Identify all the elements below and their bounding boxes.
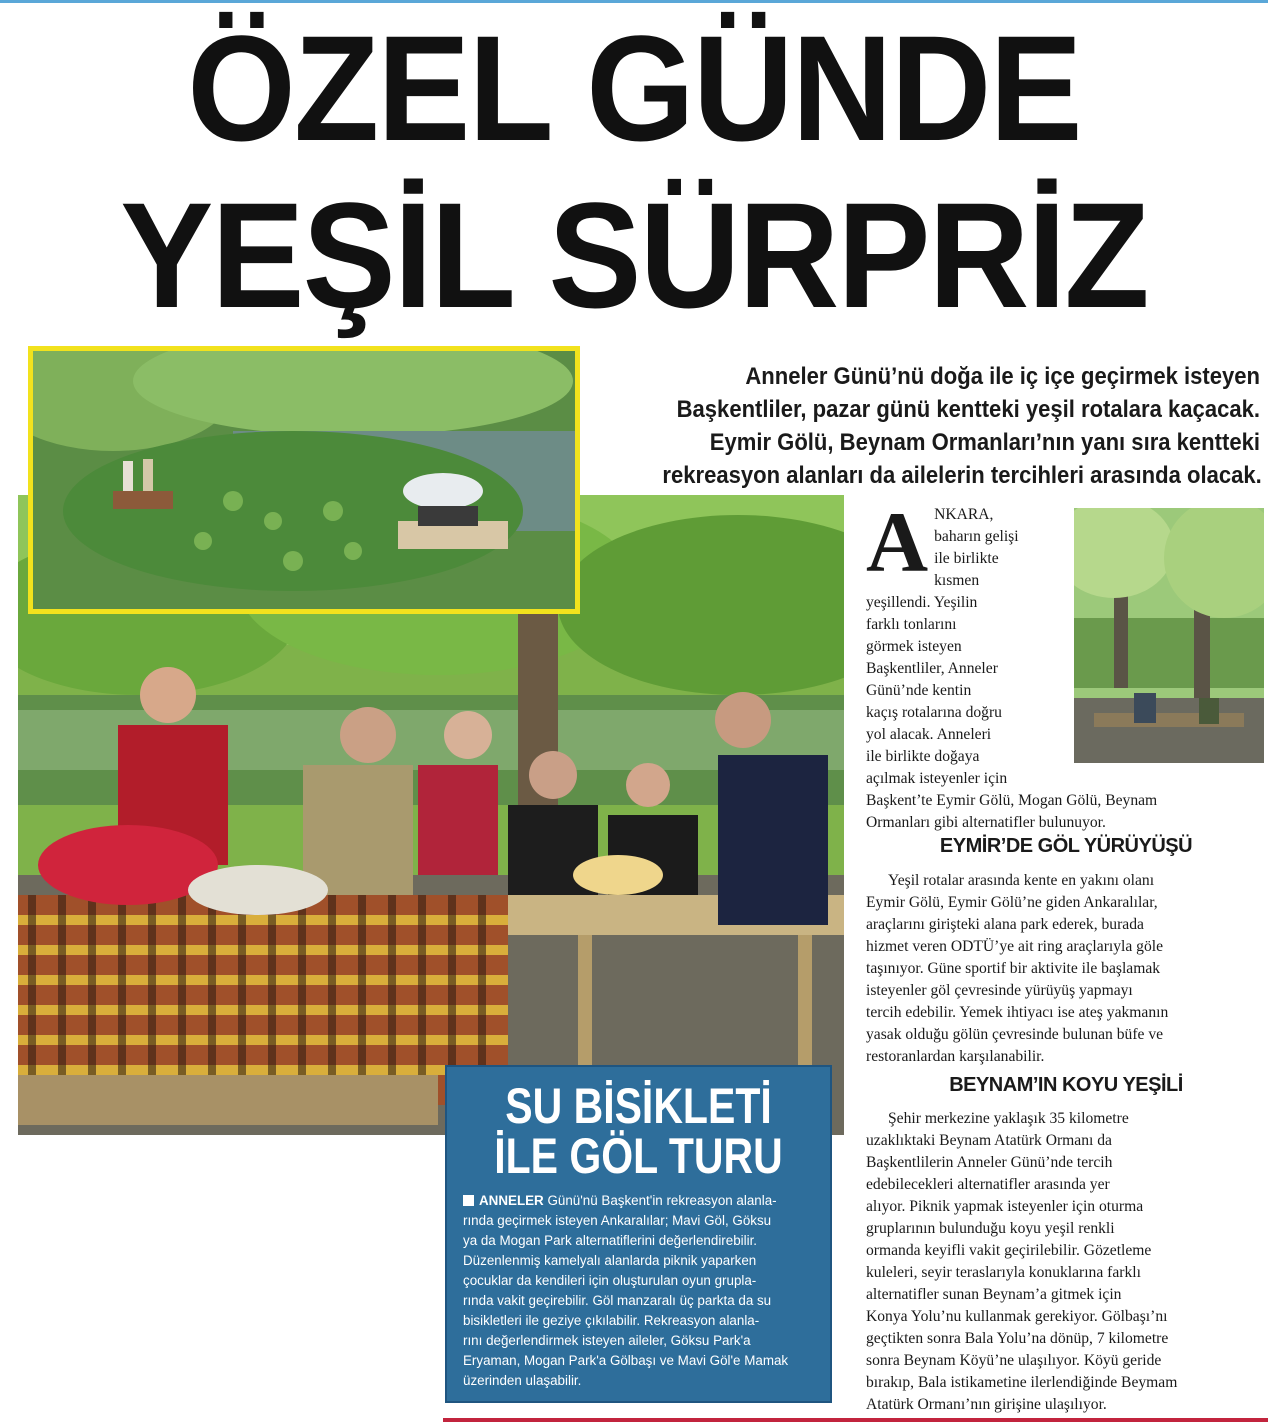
intro-paragraph — [866, 494, 1266, 834]
section-heading-beynam: BEYNAM’IN KOYU YEŞİLİ — [949, 1074, 1183, 1096]
paragraph-line: araçlarını girişteki alana park ederek, burada — [866, 916, 1144, 933]
top-rule — [0, 0, 1268, 3]
sidebar-title-line-2: İLE GÖL TURU — [494, 1128, 783, 1184]
paragraph-line: taşınıyor. Güne sportif bir aktivite ile başlamak — [866, 960, 1161, 977]
intro-line: Başkentliler, Anneler — [866, 660, 998, 677]
paragraph-line: uzaklıktaki Beynam Atatürk Ormanı da — [866, 1132, 1112, 1149]
paragraph-line: bırakıp, Bala istikametine ilerlendiğinde Beymam — [866, 1374, 1178, 1391]
inset-photo-lake-boat — [28, 346, 580, 614]
deck-line: Eymir Gölü, Beynam Ormanları’nın yanı sıra kentteki — [709, 429, 1260, 456]
paragraph-line: Konya Yolu’nu kullanmak gerekiyor. Gölbaşı’nı — [866, 1308, 1168, 1325]
sidebar-title — [481, 1078, 795, 1184]
paragraph-line: edebilecekleri alternatifler arasında yer — [866, 1176, 1110, 1193]
sidebar-lead: ANNELER — [479, 1193, 544, 1208]
deck-line: Başkentliler, pazar günü kentteki yeşil rotalara kaçacak. — [676, 396, 1260, 423]
intro-line: açılmak isteyenler için — [866, 770, 1008, 787]
intro-line: baharın gelişi — [934, 528, 1019, 545]
deck-line: Anneler Günü’nü doğa ile iç içe geçirmek isteyen — [745, 363, 1260, 390]
sidebar-body — [447, 1181, 830, 1391]
paragraph-line: Yeşil rotalar arasında kente en yakını olanı — [888, 872, 1155, 889]
intro-line: NKARA, — [934, 506, 994, 523]
paragraph-line: hizmet veren ODTÜ’ye ait ring araçlarıyla göle — [866, 938, 1164, 955]
intro-line: kısmen — [934, 572, 980, 589]
sidebar-title-line-1: SU BİSİKLETİ — [505, 1078, 772, 1134]
intro-line: Ormanları gibi alternatifler bulunuyor. — [866, 814, 1106, 831]
sidebar-line: rında geçirmek isteyen Ankaralılar; Mavi Göl, Göksu — [463, 1213, 772, 1228]
paragraph-line: sonra Beynam Köyü’ne ulaşılıyor. Köyü geride — [866, 1352, 1162, 1369]
headline-line-1: ÖZEL GÜNDE — [187, 4, 1081, 172]
bottom-rule — [443, 1418, 1268, 1422]
sidebar-line: rını değerlendirmek isteyen aileler, Göksu Park'a — [463, 1333, 751, 1348]
sidebar-line: rında vakit geçirebilir. Göl manzaralı üç parkta da su — [463, 1293, 772, 1308]
paragraph-line: ormanda keyifli vakit geçirilebilir. Gözetleme — [866, 1242, 1152, 1259]
paragraph-line: Atatürk Ormanı’nın girişine ulaşılıyor. — [866, 1396, 1107, 1413]
paragraph-line: alıyor. Piknik yapmak isteyenler için oturma — [866, 1198, 1144, 1215]
section-paragraph-beynam — [866, 1108, 1266, 1416]
sidebar-line: ya da Mogan Park alternatiflerini değerlendirebilir. — [463, 1233, 758, 1248]
bullet-square-icon — [463, 1195, 474, 1206]
paragraph-line: kuleleri, seyir teraslarıyla konuklarına farklı — [866, 1264, 1141, 1281]
paragraph-line: Eymir Gölü, Eymir Gölü’ne giden Ankaralılar, — [866, 894, 1158, 911]
intro-line: Günü’nde kentin — [866, 682, 972, 699]
intro-line: görmek isteyen — [866, 638, 962, 655]
sidebar-line: çocuklar da kendileri için oluşturulan oyun grupla- — [463, 1273, 757, 1288]
paragraph-line: Şehir merkezine yaklaşık 35 kilometre — [888, 1110, 1129, 1127]
article-deck — [662, 360, 1260, 492]
drop-cap: A — [866, 494, 929, 590]
paragraph-line: alternatifler sunan Beynam’a gitmek için — [866, 1286, 1122, 1303]
sidebar-line: Eryaman, Mogan Park'a Gölbaşı ve Mavi Göl'e Mamak — [463, 1353, 789, 1368]
sidebar-line: Düzenlenmiş kamelyalı alanlarda piknik yaparken — [463, 1253, 757, 1268]
paragraph-line: Başkentlilerin Anneler Günü’nde tercih — [866, 1154, 1113, 1171]
intro-line: yeşillendi. Yeşilin — [866, 594, 978, 611]
paragraph-line: yasak olduğu gölün çevresinde bulunan büfe ve — [866, 1026, 1164, 1043]
intro-line: Başkent’te Eymir Gölü, Mogan Gölü, Beynam — [866, 792, 1158, 809]
sidebar-box-water-bike — [445, 1065, 832, 1403]
intro-line: ile birlikte doğaya — [866, 748, 980, 765]
section-heading-eymir: EYMİR’DE GÖL YÜRÜYÜŞÜ — [939, 835, 1193, 857]
paragraph-line: tercih edebilir. Yemek ihtiyacı ise ateş yakmanın — [866, 1004, 1169, 1021]
intro-line: kaçış rotalarına doğru — [866, 704, 1002, 721]
intro-line: yol alacak. Anneleri — [866, 726, 992, 743]
paragraph-line: geçtikten sonra Bala Yolu’na dönüp, 7 kilometre — [866, 1330, 1169, 1347]
sidebar-line: Günü'nü Başkent'in rekreasyon alanla- — [543, 1193, 777, 1208]
sidebar-line: bisikletleri ile geziye çıkılabilir. Rekreasyon alanla- — [463, 1313, 760, 1328]
section-paragraph-eymir — [866, 870, 1266, 1068]
intro-line: ile birlikte — [934, 550, 999, 567]
deck-line: rekreasyon alanları da ailelerin tercihleri arasında olacak. — [662, 462, 1262, 489]
intro-line: farklı tonlarını — [866, 616, 957, 633]
paragraph-line: gruplarının bulunduğu koyu yeşil renkli — [866, 1220, 1115, 1237]
headline-line-2: YEŞİL SÜRPRİZ — [120, 171, 1148, 339]
paragraph-line: restoranlardan karşılanabilir. — [866, 1048, 1045, 1065]
paragraph-line: isteyenler göl çevresinde yürüyüş yapmayı — [866, 982, 1133, 999]
sidebar-first-line — [463, 1191, 814, 1211]
sidebar-line: üzerinden ulaşabilir. — [463, 1373, 582, 1388]
